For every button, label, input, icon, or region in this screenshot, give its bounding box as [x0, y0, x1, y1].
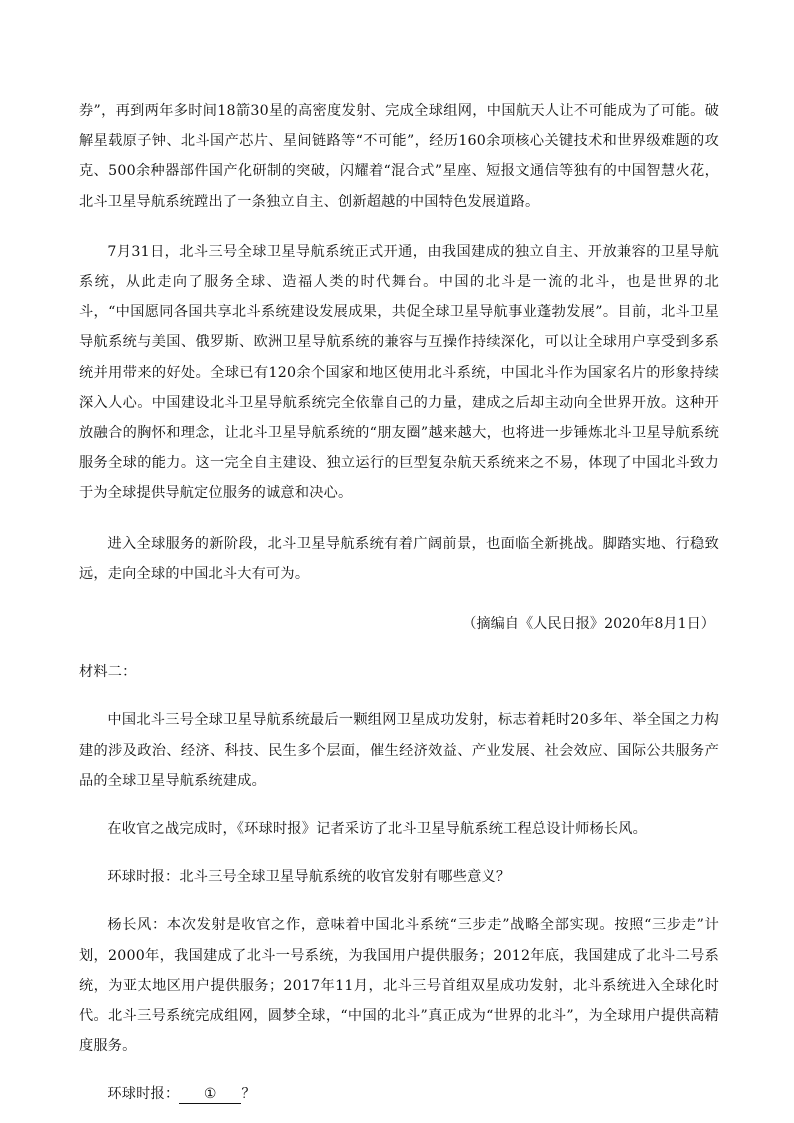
- interview-question-1: 环球时报：北斗三号全球卫星导航系统的收官发射有哪些意义？: [107, 869, 511, 886]
- material2-paragraph-1: 中国北斗三号全球卫星导航系统最后一颗组网卫星成功发射，标志着耗时20多年、举全国之力构建的涉及政治、经济、科技、民生多个层面，催生经济效益、产业发展、社会效应、国际公共服务产品的全球卫星导航系统建成。: [79, 712, 719, 789]
- interview-answer-1: 杨长风：本次发射是收官之作，意味着中国北斗系统“三步走”战略全部实现。按照“三步走”计划，2000年，我国建成了北斗一号系统，为我国用户提供服务；2012年底，我国建成了北斗二号系统，为亚太地区用户提供服务；2017年11月，北斗三号首组双星成功发射，北斗系统进入全球化时代。北斗三号系统完成组网，圆梦全球，“中国的北斗”真正成为“世界的北斗”，为全球用户提供高精度服务。: [79, 917, 719, 1055]
- material1-source-citation: （摘编自《人民日报》2020年8月1日）: [462, 616, 715, 633]
- interview-question-blank: [79, 1079, 719, 1109]
- fill-in-blank-1: ①: [179, 1085, 241, 1104]
- document-page: [79, 96, 719, 1110]
- material1-paragraph-1: 券”，再到两年多时间18箭30星的高密度发射、完成全球组网，中国航天人让不可能成为了可能。破解星载原子钟、北斗国产芯片、星间链路等“不可能”，经历160余项核心关键技术和世界级难题的攻克、500余种器部件国产化研制的突破，闪耀着“混合式”星座、短报文通信等独有的中国智慧火花，北斗卫星导航系统蹚出了一条独立自主、创新超越的中国特色发展道路。: [79, 103, 719, 210]
- material1-paragraph-2: 7月31日，北斗三号全球卫星导航系统正式开通，由我国建成的独立自主、开放兼容的卫星导航系统，从此走向了服务全球、造福人类的时代舞台。中国的北斗是一流的北斗，也是世界的北斗，“中国愿同各国共享北斗系统建设发展成果，共促全球卫星导航事业蓬勃发展”。目前，北斗卫星导航系统与美国、俄罗斯、欧洲卫星导航系统的兼容与互操作持续深化，可以让全球用户享受到多系统并用带来的好处。全球已有120余个国家和地区使用北斗系统，中国北斗作为国家名片的形象持续深入人心。中国建设北斗卫星导航系统完全依靠自己的力量，建成之后却主动向全世界开放。这种开放融合的胸怀和理念，让北斗卫星导航系统的“朋友圈”越来越大，也将进一步锤炼北斗卫星导航系统服务全球的能力。这一完全自主建设、独立运行的巨型复杂航天系统来之不易，体现了中国北斗致力于为全球提供导航定位服务的诚意和决心。: [79, 243, 719, 502]
- question-mark: ？: [241, 1086, 256, 1103]
- question-speaker-label: 环球时报：: [107, 1086, 180, 1103]
- material1-paragraph-3: 进入全球服务的新阶段，北斗卫星导航系统有着广阔前景，也面临全新挑战。脚踏实地、行稳致远，走向全球的中国北斗大有可为。: [79, 535, 719, 582]
- material2-label: 材料二：: [79, 664, 137, 681]
- material2-paragraph-2: 在收官之战完成时，《环球时报》记者采访了北斗卫星导航系统工程总设计师杨长风。: [107, 821, 648, 838]
